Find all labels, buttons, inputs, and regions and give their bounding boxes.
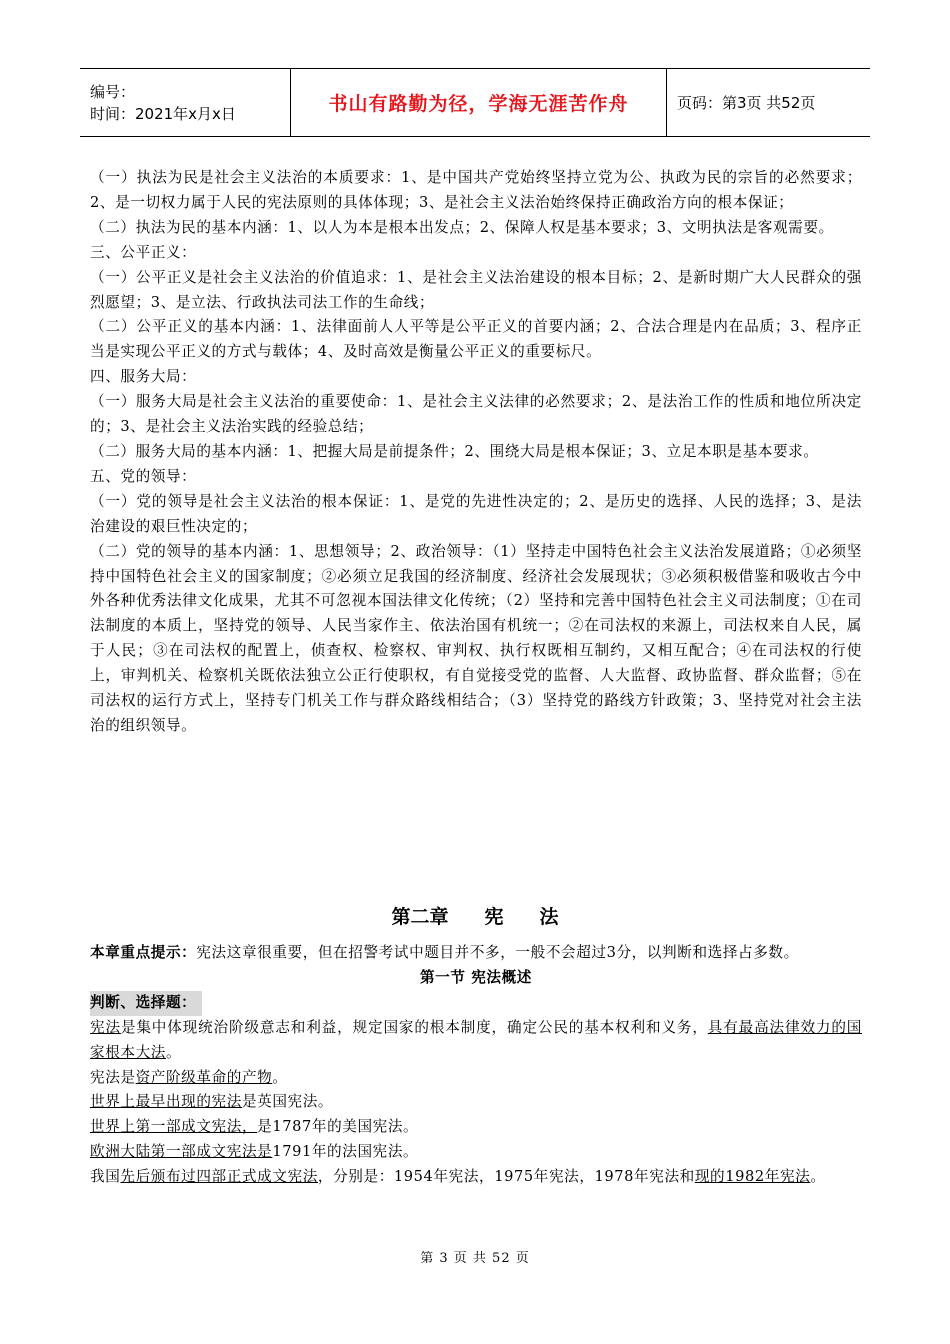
fact-text: 是英国宪法。: [241, 1093, 334, 1111]
fact-term: 具有最高法律效力的国家根本大法: [90, 1018, 862, 1061]
header-left-cell: [80, 69, 291, 136]
fact-text: ，分别是：1954年宪法，1975年宪法，1978年宪法和: [317, 1168, 695, 1186]
fact-line: [90, 1115, 862, 1140]
paragraph: （一）执法为民是社会主义法治的本质要求：1、是中国共产党始终坚持立党为公、执政为民的宗旨的必然要求；2、是一切权力属于人民的宪法原则的具体体现；3、是社会主义法治始终保持正确政治方向的根本保证；: [90, 169, 862, 211]
fact-line: [90, 1066, 862, 1091]
tip-text: 宪法这章很重要，但在招警考试中题目并不多，一般不会超过3分，以判断和选择占多数。: [196, 944, 799, 961]
fact-term: 世界上第一部成文宪法，: [90, 1118, 258, 1136]
tip-label: 本章重点提示：: [90, 944, 197, 961]
chapter-name-2: 法: [539, 906, 559, 928]
paragraph-heading: 四、服务大局：: [90, 368, 197, 386]
paragraph: （一）公平正义是社会主义法治的价值追求：1、是社会主义法治建设的根本目标；2、是新时期广大人民群众的强烈愿望；3、是立法、行政执法司法工作的生命线；: [90, 268, 862, 311]
fact-term: 现的1982年宪法: [694, 1168, 811, 1186]
fact-term: 先后颁布过四部正式成文宪法: [120, 1168, 318, 1186]
chapter-number: 第二章: [391, 906, 449, 928]
chapter-tip: [90, 941, 862, 966]
number-label: 编号：: [90, 82, 136, 101]
paragraph-heading: 三、公平正义：: [90, 243, 197, 261]
fact-line: [90, 1090, 862, 1115]
page-info: 页码：第3页 共52页: [677, 94, 816, 112]
fact-term: 欧洲大陆第一部成文宪法是: [90, 1143, 273, 1161]
paragraph: （二）公平正义的基本内涵：1、法律面前人人平等是公平正义的首要内涵；2、合法合理是内在品质；3、程序正当是实现公平正义的方式与载体；4、及时高效是衡量公平正义的重要标尺。: [90, 318, 862, 361]
chapter-title: [0, 902, 950, 929]
motto: 书山有路勤为径，学海无涯苦作舟: [328, 93, 629, 115]
fact-line: [90, 1140, 862, 1165]
fact-text: 。: [810, 1168, 826, 1186]
section-title: 第一节 宪法概述: [419, 968, 533, 986]
fact-line: [90, 1165, 862, 1190]
chapter-name-1: 宪: [484, 906, 504, 928]
fact-text: 。: [165, 1043, 182, 1061]
page-footer: 第 3 页 共 52 页: [420, 1251, 530, 1266]
body-text: [90, 166, 862, 739]
paragraph-heading: 五、党的领导：: [90, 467, 197, 485]
fact-term: 世界上最早出现的宪法: [90, 1093, 242, 1111]
paragraph: （一）服务大局是社会主义法治的重要使命：1、是社会主义法律的必然要求；2、是法治工作的性质和地位所决定的；3、是社会主义法治实践的经验总结；: [90, 393, 862, 436]
date-label: 时间：2021年x月x日: [90, 104, 236, 123]
header-motto-cell: [291, 69, 667, 136]
fact-text: 我国: [90, 1168, 121, 1186]
fact-line: [90, 1016, 862, 1066]
paragraph: （二）党的领导的基本内涵：1、思想领导；2、政治领导：（1）坚持走中国特色社会主义法治发展道路；①必须坚持中国特色社会主义的国家制度；②必须立足我国的经济制度、经济社会发展现状；③必须积极借鉴和吸收古今中外各种优秀法律文化成果，尤其不可忽视本国法律文化传统；（2）坚持和完善中国特色社会主义司法制度；①在司法制度的本质上，坚持党的领导、人民当家作主、依法治国有机统一；②在司法权的来源上，司法权来自人民，属于人民；③在司法权的配置上，侦查权、检察权、审判权、执行权既相互制约，又相互配合；④在司法权的行使上，审判机关、检察机关既依法独立公正行使职权，有自觉接受党的监督、人大监督、政协监督、群众监督；⑤在司法权的运行方式上，坚持专门机关工作与群众路线相结合；（3）坚持党的路线方针政策；3、坚持党对社会主法治的组织领导。: [90, 542, 862, 734]
fact-text: 1791年的法国宪法。: [272, 1143, 419, 1161]
fact-text: 。: [272, 1068, 288, 1086]
paragraph: （一）党的领导是社会主义法治的根本保证：1、是党的先进性决定的；2、是历史的选择、人民的选择；3、是法治建设的艰巨性决定的；: [90, 492, 862, 535]
fact-text: 是1787年的美国宪法。: [257, 1118, 419, 1136]
fact-term: 资产阶级革命的产物: [135, 1068, 273, 1086]
page-header: [80, 68, 870, 137]
fact-text: 是集中体现统治阶级意志和利益，规定国家的根本制度，确定公民的基本权利和义务，: [120, 1018, 708, 1036]
fact-term: 宪法: [90, 1018, 121, 1036]
chapter-content: [90, 941, 862, 1190]
fact-text: 宪法是: [90, 1068, 136, 1086]
judge-label: 判断、选择题：: [90, 991, 202, 1016]
paragraph: （二）执法为民的基本内涵：1、以人为本是根本出发点；2、保障人权是基本要求；3、文明执法是客观需要。: [90, 218, 834, 236]
header-page-cell: [667, 69, 870, 136]
paragraph: （二）服务大局的基本内涵：1、把握大局是前提条件；2、围绕大局是根本保证；3、立足本职是基本要求。: [90, 442, 819, 460]
